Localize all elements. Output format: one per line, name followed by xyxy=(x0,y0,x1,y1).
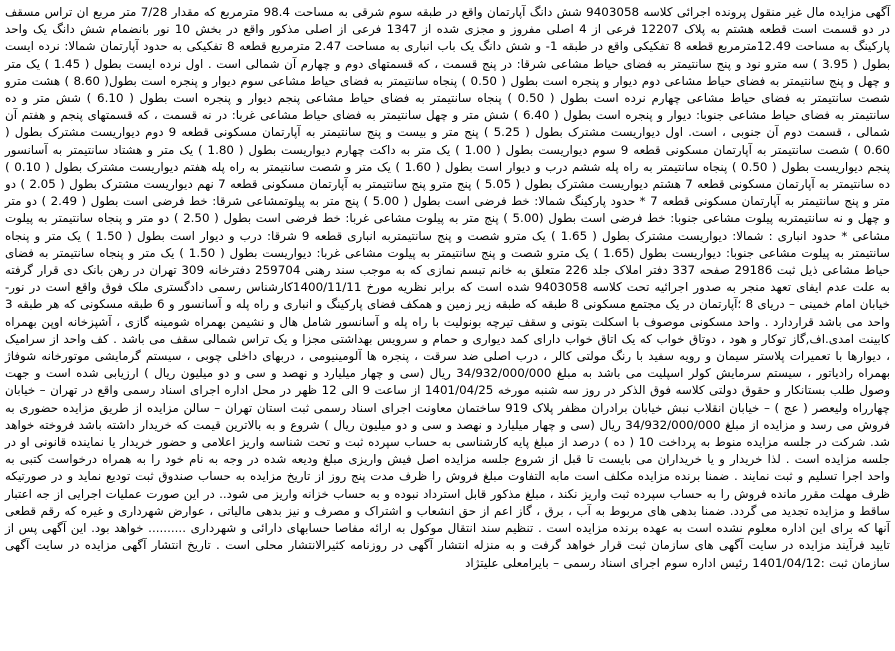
auction-notice-text: آگهی مزایده مال غیر منقول پرونده اجرائی کلاسه 9403058 شش دانگ آپارتمان واقع در طبقه سوم شرقی به مساحت 98.4 مترمربع که مقدار 7/28 متر مربع ان تراس مسقف در دو قسمت است قطعه هشتم به پلاک 12207 فرعی از 4 اصلی مفروز و مجزی شده از 1347 فرعی از اصلی مذکور واقع در بخش 10 نور بانضمام شش دانگ یک واحد پارکینگ به مساحت 12.49مترمربع قطعه 8 تفکیکی واقع در طبقه 1- و شش دانگ یک باب انباری به مساحت 2.47 مترمربع قطعه 8 تفکیکی به حدود آپارتمان شمالا: نرده ایست بطول ( 3.95 ) سه مترو نود و پنج سانتیمتر به فضای حیاط مشاعی شرقا: در پنج قسمت ، که قسمتهای دوم و چهارم آن شمالی است . اول نرده ایست بطول ( 1.45 ) یک متر و چهل و پنج سانتیمتر به فضای حیاط مشاعی دوم دیوار و پنجره است بطول ( 0.50 ) پنجاه سانتیمتر به فضای حیاط مشاعی سوم دیوار و پنجره است بطول( 8.60 ) هشت مترو شصت سانتیمتر به فضای حیاط مشاعی چهارم نرده است بطول ( 0.50 ) پنجاه سانتیمتر به فضای حیاط مشاعی پنجم دیوار و پنجره است بطول ( 6.10 ) شش متر و ده سانتیمتر به فضای حیاط مشاعی جنوبا: دیوار و پنجره است بطول ( 6.40 ) شش متر و چهل سانتیمتر به فضای حیاط مشاعی غربا: در نه قسمت ، که قسمتهای پنجم و هفتم آن شمالی ، قسمت دوم آن جنوبی ، است. اول دیواریست مشترک بطول ( 5.25 ) پنج متر و بیست و پنج سانتیمتر به آپارتمان مسکونی قطعه 9 دوم دیواریست مشترک بطول ( 0.60 ) شصت سانتیمتر به آپارتمان مسکونی قطعه 9 سوم دیواریست بطول ( 1.00 ) یک متر به داکت چهارم دیواریست بطول ( 1.80 ) یک متر و هشتاد سانتیمتر به آسانسور پنجم دیواریست بطول ( 0.50 ) پنجاه سانتیمتر به راه پله ششم درب و دیوار است بطول ( 1.60 ) یک متر و شصت سانتیمتر به راه پله هفتم دیواریست مشترک بطول ( 0.10 ) ده سانتیمتر به آپارتمان مسکونی قطعه 7 هشتم دیواریست مشترک بطول ( 5.05 ) پنج مترو پنج سانتیمتر به آپارتمان مسکونی قطعه 7 نهم دیواریست مشترک بطول ( 2.05 ) دو متر و پنج سانتیمتر به آپارتمان مسکونی قطعه 7 * حدود پارکینگ شمالا: خط فرضی است بطول ( 5.00 ) پنج متر به پیلوتمشاعی شرقا: خط فرضی است بطول ( 2.49 ) دو متر و چهل و نه سانتیمتربه پیلوت مشاعی جنوبا: خط فرضی است بطول (5.00 ) پنج متر به پیلوت مشاعی غربا: خط فرضی است بطول ( 2.50 ) دو متر و پنجاه سانتیمتر به پیلوت مشاعی * حدود انباری : شمالا: دیواریست مشترک بطول ( 1.65 ) یک مترو شصت و پنج سانتیمتربه انباری قطعه 9 شرقا: درب و دیوار است بطول ( 1.50 ) یک متر و پنجاه سانتیمتر به پیلوت مشاعی جنوبا: دیواریست بطول (1.65 ) یک مترو شصت و پنج سانتیمتر به پیلوت مشاعی غربا: دیواریست بطول ( 1.50 ) یک متر و پنجاه سانتیمتر به فضای حیاط مشاعی ذیل ثبت 29186 صفحه 337 دفتر املاک جلد 226 متعلق به خانم تبسم نمازی که به موجب سند رهنی 259704 دفترخانه 309 تهران در رهن بانک دی قرار گرفته به علت عدم ایفای تعهد منجر به صدور اجرائیه تحت کلاسه 9403058 شده است که برابر نظریه مورخ 1400/11/11کارشناس رسمی دادگستری ملک فوق واقع است در نور- خیابان امام خمینی – دریای 8 ؛آپارتمان در یک مجتمع مسکونی 8 طبقه که طبقه زیر زمین و همکف فضای پارکینگ و انباری و راه پله و آسانسور و 6 طبقه مسکونی که هر طبقه 3 واحد می باشد قراردارد . واحد مسکونی موصوف با اسکلت بتونی و سقف تیرچه بونولیت با راه پله و آسانسور شامل هال و نشیمن بهمراه شومینه گازی ، آشپزخانه اوپن بهمراه کابینت امدی.اف,گاز توکار و هود ، دوتاق خواب که یک اتاق خواب دارای کمد دیواری و حمام و سرویس بهداشتی مجزا و یک تراس شمالی سقف می باشد . کف واحد از سرامیک ، دیوارها با تعمیرات پلاستر سیمان و رویه سفید با رنگ مولتی کالر ، درب اصلی ضد سرقت ، پنجره ها آلومینیومی ، دربهای داخلی چوبی ، سیستم گرمایشی موتورخانه شوفاژ بهمراه رادیاتور ، سیستم سرمایش کولر اسپلیت می باشد به مبلغ 34/932/000/000 ریال (سی و چهار میلیارد و نهصد و سی و دو میلیون ریال ) ارزیابی شده است و جهت وصول طلب بستانکار و حقوق دولتی کلاسه فوق الذکر در روز سه شنبه مورخه 1401/04/25 از ساعت 9 الی 12 ظهر در محل اداره اجرای اسناد رسمی واقع در تهران – خیابان چهارراه ولیعصر ( عج ) – خیابان انقلاب نبش خیابان برادران مظفر پلاک 919 ساختمان معاونت اجرای اسناد رسمی ثبت استان تهران – سالن مزایده از طریق مزایده حضوری به فروش می رسد و مزایده از مبلغ 34/932/000/000 ریال (سی و چهار میلیارد و نهصد و سی و دو میلیون ریال ) شروع و به بالاترین قیمت که خریدار داشته باشد فروخته خواهد شد. شرکت در جلسه مزایده منوط به پرداخت 10 ( ده ) درصد از مبلغ پایه کارشناسی به حساب سپرده ثبت و تحت شناسه واریز اعلامی و حضور خریدار یا نماینده قانونی او در جلسه مزایده است . لذا خریدار و یا خریداران می بایست تا قبل از شروع جلسه مزایده اصل فیش واریزی مبلغ ودیعه شده در وجه به نام خود را به همراه درخواست کتبی به واحد اجرا تسلیم و ثبت نمایند . ضمنا برنده مزایده مکلف است مابه التفاوت مبلغ فروش را ظرف مدت پنج روز از تاریخ مزایده به حساب صندوق ثبت تودیع نماید و در صورتیکه ظرف مهلت مقرر مانده فروش را به حساب سپرده ثبت واریز نکند ، مبلغ مذکور قابل استرداد نبوده و به حساب خزانه واریز می شود.. در این صورت عملیات اجرایی از جه اعتبار ساقط و مزایده تجدید می گردد. ضمنا بدهی های مربوط به آب ، برق ، گاز اعم از حق انشعاب و اشتراک و مصرف و نیز بدهی مالیاتی ، عوارض شهرداری و غیره که رقم قطعی آنها که برای این اداره معلوم نشده است به عهده برنده مزایده است . تنظیم سند انتقال موکول به ارائه مفاصا حسابهای دارائی و شهرداری .......... خواهد بود. این آگهی پس از تایید فرآیند مزایده در سایت آگهی های سازمان ثبت قرار خواهد گرفت و به منزله انتشار آگهی در روزنامه کثیرالانتشار محلی است . تاریخ انتشار آگهی مزایده در سایت آگهی سازمان ثبت :1401/04/12 رئیس اداره سوم اجرای اسناد رسمی – بایرامعلی علیتژاد xyxy=(5,5,891,570)
